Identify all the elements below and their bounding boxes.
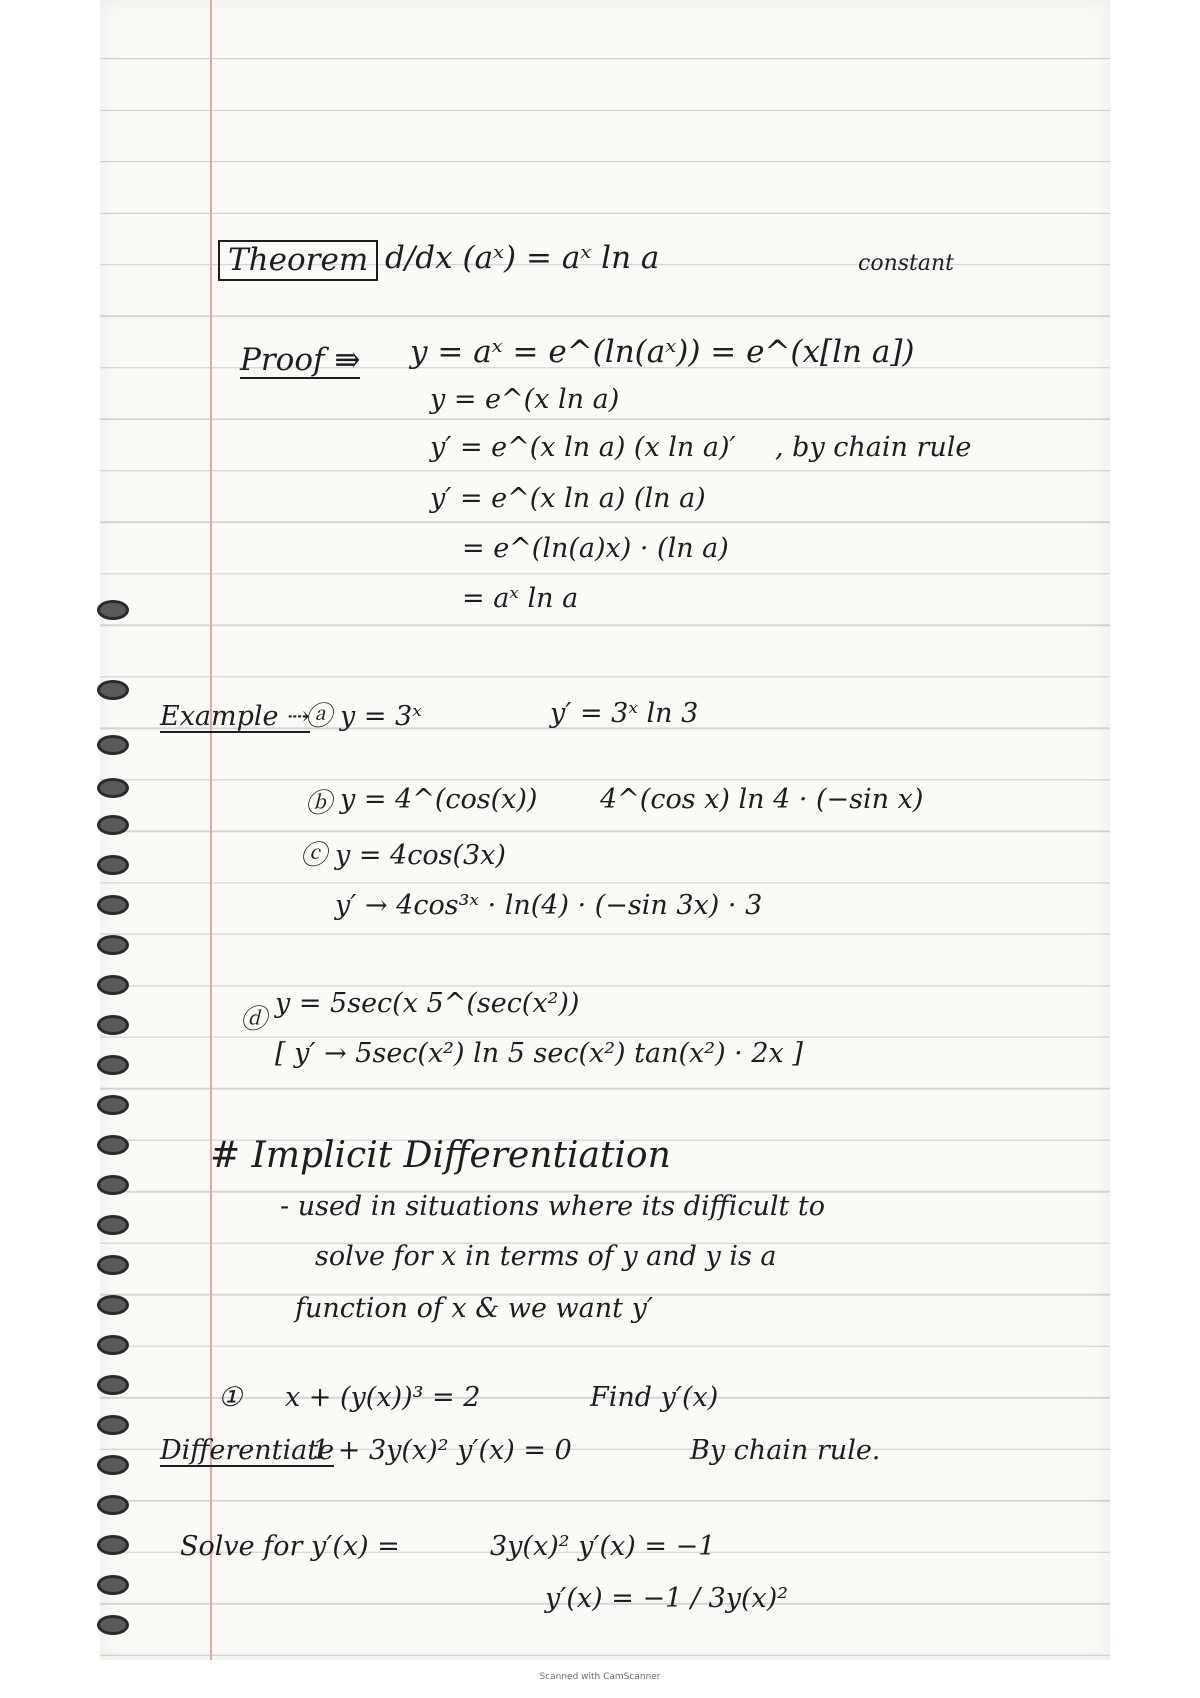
example-label: Example ⇢: [160, 701, 310, 732]
differentiate-equation: 1 + 3y(x)² y′(x) = 0: [312, 1435, 572, 1466]
example-marker: ⓒ: [300, 840, 327, 871]
example-c-equation: y = 4cos(3x): [335, 840, 506, 871]
example-marker: ⓑ: [305, 788, 332, 819]
spiral-ring: [97, 855, 129, 875]
problem-marker: ①: [218, 1382, 243, 1413]
solve-line: 3y(x)² y′(x) = −1: [490, 1531, 716, 1562]
example-a-equation: y = 3ˣ: [340, 701, 422, 732]
proof-line: = aˣ ln a: [462, 583, 579, 614]
spiral-ring: [97, 1455, 129, 1475]
spiral-ring: [97, 1175, 129, 1195]
example-marker: ⓓ: [240, 1004, 267, 1035]
example-b-equation: y = 4^(cos(x)): [340, 784, 538, 815]
spiral-ring: [97, 1135, 129, 1155]
proof-line: y′ = e^(x ln a) (x ln a)′: [430, 432, 736, 463]
spiral-ring: [97, 1415, 129, 1435]
solve-label: Solve for y′(x) =: [180, 1531, 400, 1562]
spiral-ring: [97, 1535, 129, 1555]
implicit-line: - used in situations where its difficult to: [280, 1191, 826, 1222]
example-d-result: [ y′ → 5sec(x²) ln 5 sec(x²) tan(x²) · 2x ]: [275, 1038, 803, 1069]
implicit-line: solve for x in terms of y and y is a: [315, 1241, 777, 1272]
proof-line: y′ = e^(x ln a) (ln a): [430, 483, 706, 514]
differentiate-label: Differentiate: [160, 1435, 335, 1466]
theorem-annotation: constant: [858, 251, 954, 276]
spiral-ring: [97, 1015, 129, 1035]
problem-equation: x + (y(x))³ = 2: [285, 1382, 481, 1413]
spiral-ring: [97, 1215, 129, 1235]
example-a-result: y′ = 3ˣ ln 3: [550, 698, 699, 729]
proof-label: Proof ⇛: [240, 342, 361, 378]
scanner-watermark: Scanned with CamScanner: [539, 1672, 661, 1682]
example-marker: ⓐ: [305, 701, 332, 732]
spiral-ring: [97, 680, 129, 700]
solve-line: y′(x) = −1 / 3y(x)²: [545, 1583, 789, 1614]
proof-line: y = aˣ = e^(ln(aˣ)) = e^(x[ln a]): [410, 334, 915, 370]
example-c-result: y′ → 4cos³ˣ · ln(4) · (−sin 3x) · 3: [335, 890, 763, 921]
spiral-ring: [97, 1495, 129, 1515]
proof-line: y = e^(x ln a): [430, 384, 620, 415]
spiral-ring: [97, 1255, 129, 1275]
proof-note: , by chain rule: [775, 432, 972, 463]
spiral-ring: [97, 895, 129, 915]
implicit-line: function of x & we want y′: [295, 1293, 653, 1324]
spiral-ring: [97, 975, 129, 995]
spiral-ring: [97, 1095, 129, 1115]
example-b-result: 4^(cos x) ln 4 · (−sin x): [600, 784, 924, 815]
spiral-ring: [97, 815, 129, 835]
spiral-ring: [97, 1295, 129, 1315]
spiral-ring: [97, 600, 129, 620]
problem-find: Find y′(x): [590, 1382, 719, 1413]
margin-line: [210, 0, 212, 1660]
spiral-ring: [97, 935, 129, 955]
implicit-heading: # Implicit Differentiation: [210, 1135, 671, 1176]
spiral-ring: [97, 778, 129, 798]
proof-line: = e^(ln(a)x) · (ln a): [462, 533, 729, 564]
spiral-ring: [97, 1375, 129, 1395]
example-d-equation: y = 5sec(x 5^(sec(x²)): [275, 988, 580, 1019]
theorem-label: Theorem: [218, 240, 378, 281]
chain-rule-note: By chain rule.: [690, 1435, 881, 1466]
spiral-ring: [97, 1335, 129, 1355]
spiral-ring: [97, 1055, 129, 1075]
spiral-ring: [97, 735, 129, 755]
theorem-statement: d/dx (aˣ) = aˣ ln a: [385, 240, 660, 276]
spiral-ring: [97, 1615, 129, 1635]
spiral-ring: [97, 1575, 129, 1595]
